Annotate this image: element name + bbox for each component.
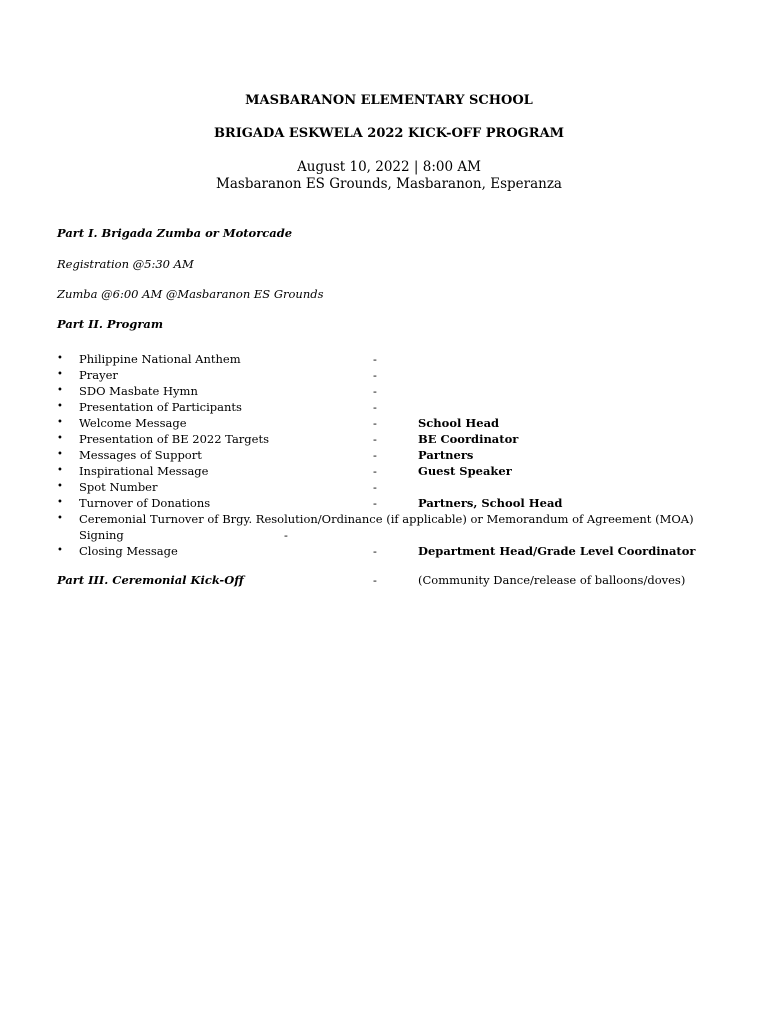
list-item <box>57 495 737 511</box>
program-venue: Masbaranon ES Grounds, Masbaranon, Esperanza <box>216 176 562 192</box>
list-item <box>57 431 737 447</box>
bullet-icon: • <box>57 353 63 364</box>
separator-dash: - <box>373 400 377 414</box>
list-item <box>57 479 737 495</box>
bullet-icon: • <box>57 369 63 380</box>
bullet-icon: • <box>57 513 63 524</box>
list-item <box>57 351 737 367</box>
program-item-assignee: Guest Speaker <box>418 464 512 478</box>
program-item-label: Inspirational Message <box>79 464 209 478</box>
registration-time: Registration @5:30 AM <box>57 257 194 271</box>
separator-dash: - <box>373 544 377 558</box>
program-item-label: Prayer <box>79 368 118 382</box>
bullet-icon: • <box>57 465 63 476</box>
program-list <box>57 351 737 559</box>
program-item-label: Welcome Message <box>79 416 187 430</box>
part2-heading: Part II. Program <box>57 317 164 331</box>
program-item-label: Spot Number <box>79 480 158 494</box>
separator-dash: - <box>373 352 377 366</box>
separator-dash: - <box>373 480 377 494</box>
separator-dash: - <box>373 432 377 446</box>
program-item-label: Philippine National Anthem <box>79 352 241 366</box>
program-item-assignee: BE Coordinator <box>418 432 519 446</box>
separator-dash: - <box>373 464 377 478</box>
part1-heading: Part I. Brigada Zumba or Motorcade <box>57 226 293 240</box>
list-item <box>57 415 737 431</box>
program-item-label: Messages of Support <box>79 448 202 462</box>
list-item <box>57 383 737 399</box>
school-name: MASBARANON ELEMENTARY SCHOOL <box>245 93 533 108</box>
list-item <box>57 447 737 463</box>
program-title: BRIGADA ESKWELA 2022 KICK-OFF PROGRAM <box>213 126 565 141</box>
separator-dash: - <box>373 496 377 510</box>
program-item-label: Ceremonial Turnover of Brgy. Resolution/Ordinance (if applicable) or Memorandum of Agreement (MOA) <box>79 512 694 526</box>
bullet-icon: • <box>57 433 63 444</box>
bullet-icon: • <box>57 417 63 428</box>
program-item-label: Presentation of Participants <box>79 400 242 414</box>
program-item-assignee: School Head <box>418 416 500 430</box>
program-item-label-continued: Signing <box>79 528 124 542</box>
separator-dash: - <box>373 384 377 398</box>
program-item-assignee: Partners <box>418 448 474 462</box>
separator-dash: - <box>373 416 377 430</box>
separator-dash: - <box>284 528 288 542</box>
bullet-icon: • <box>57 401 63 412</box>
program-item-label: Presentation of BE 2022 Targets <box>79 432 269 446</box>
list-item <box>57 399 737 415</box>
list-item <box>57 367 737 383</box>
program-date-time: August 10, 2022 | 8:00 AM <box>297 159 481 175</box>
bullet-icon: • <box>57 481 63 492</box>
program-item-label: SDO Masbate Hymn <box>79 384 198 398</box>
program-item-assignee: Department Head/Grade Level Coordinator <box>418 544 696 558</box>
bullet-icon: • <box>57 449 63 460</box>
program-item-label: Turnover of Donations <box>79 496 211 510</box>
separator-dash: - <box>373 573 377 587</box>
part3-heading: Part III. Ceremonial Kick-Off <box>57 573 244 587</box>
bullet-icon: • <box>57 497 63 508</box>
separator-dash: - <box>373 368 377 382</box>
bullet-icon: • <box>57 545 63 556</box>
program-item-label: Closing Message <box>79 544 178 558</box>
zumba-time: Zumba @6:00 AM @Masbaranon ES Grounds <box>57 287 324 301</box>
list-item <box>57 511 737 543</box>
list-item <box>57 463 737 479</box>
bullet-icon: • <box>57 385 63 396</box>
part3-note: (Community Dance/release of balloons/doves) <box>418 573 686 587</box>
separator-dash: - <box>373 448 377 462</box>
program-item-assignee: Partners, School Head <box>418 496 563 510</box>
list-item <box>57 543 737 559</box>
